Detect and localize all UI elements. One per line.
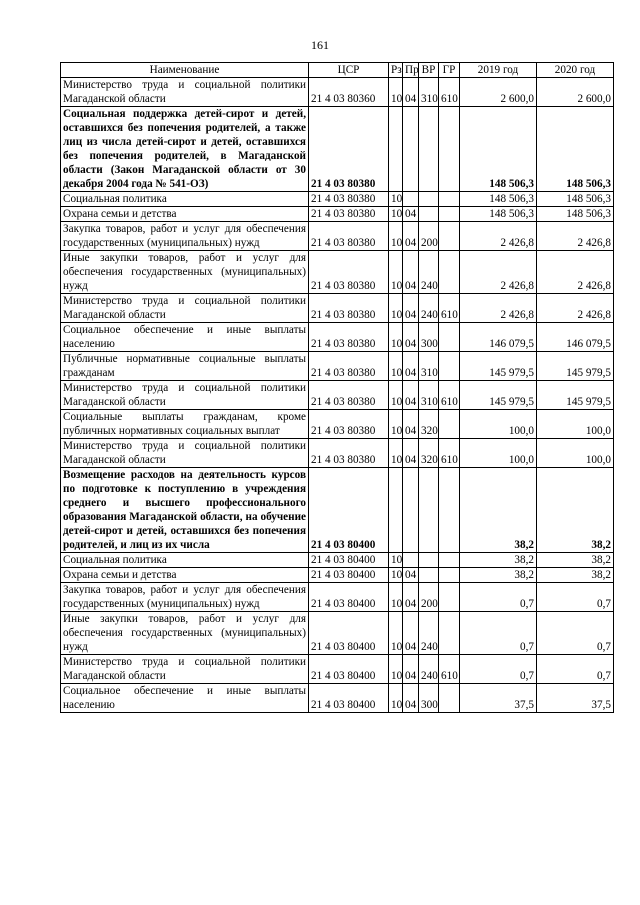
amount-2020-cell: 148 506,3 bbox=[537, 107, 614, 192]
header-2019: 2019 год bbox=[460, 63, 537, 78]
gr-cell: 610 bbox=[439, 439, 460, 468]
csr-cell: 21 4 03 80380 bbox=[309, 323, 389, 352]
name-cell: Социальная поддержка детей-сирот и детей, оставшихся без попечения родителей, а также лиц из числа детей-сирот и детей, оставшихся без попечения родителей, в Магаданской области (Закон Магаданской области от 30 декабря 2004 года № 541-ОЗ) bbox=[61, 107, 309, 192]
csr-cell: 21 4 03 80380 bbox=[309, 192, 389, 207]
amount-2019-cell: 100,0 bbox=[460, 410, 537, 439]
amount-2020-cell: 145 979,5 bbox=[537, 352, 614, 381]
gr-cell bbox=[439, 410, 460, 439]
name-cell: Закупка товаров, работ и услуг для обеспечения государственных (муниципальных) нужд bbox=[61, 583, 309, 612]
rz-cell: 10 bbox=[389, 655, 403, 684]
amount-2020-cell: 148 506,3 bbox=[537, 207, 614, 222]
gr-cell bbox=[439, 583, 460, 612]
table-row bbox=[61, 439, 614, 468]
gr-cell: 610 bbox=[439, 78, 460, 107]
vr-cell bbox=[419, 468, 439, 553]
csr-cell: 21 4 03 80400 bbox=[309, 553, 389, 568]
pr-cell: 04 bbox=[403, 207, 419, 222]
header-vr: ВР bbox=[419, 63, 439, 78]
rz-cell: 10 bbox=[389, 381, 403, 410]
table-row bbox=[61, 684, 614, 713]
table-header-row bbox=[61, 63, 614, 78]
pr-cell: 04 bbox=[403, 655, 419, 684]
vr-cell: 310 bbox=[419, 352, 439, 381]
csr-cell: 21 4 03 80380 bbox=[309, 251, 389, 294]
vr-cell: 240 bbox=[419, 294, 439, 323]
pr-cell: 04 bbox=[403, 78, 419, 107]
csr-cell: 21 4 03 80400 bbox=[309, 583, 389, 612]
name-cell: Иные закупки товаров, работ и услуг для обеспечения государственных (муниципальных) нужд bbox=[61, 612, 309, 655]
amount-2020-cell: 38,2 bbox=[537, 568, 614, 583]
amount-2019-cell: 37,5 bbox=[460, 684, 537, 713]
header-name: Наименование bbox=[61, 63, 309, 78]
header-csr: ЦСР bbox=[309, 63, 389, 78]
amount-2020-cell: 100,0 bbox=[537, 410, 614, 439]
pr-cell: 04 bbox=[403, 251, 419, 294]
pr-cell: 04 bbox=[403, 439, 419, 468]
gr-cell bbox=[439, 352, 460, 381]
pr-cell: 04 bbox=[403, 294, 419, 323]
rz-cell: 10 bbox=[389, 612, 403, 655]
vr-cell: 240 bbox=[419, 251, 439, 294]
rz-cell: 10 bbox=[389, 222, 403, 251]
gr-cell bbox=[439, 222, 460, 251]
table-row bbox=[61, 583, 614, 612]
name-cell: Министерство труда и социальной политики Магаданской области bbox=[61, 655, 309, 684]
csr-cell: 21 4 03 80380 bbox=[309, 294, 389, 323]
table-row bbox=[61, 294, 614, 323]
gr-cell bbox=[439, 612, 460, 655]
name-cell: Иные закупки товаров, работ и услуг для обеспечения государственных (муниципальных) нужд bbox=[61, 251, 309, 294]
header-2020: 2020 год bbox=[537, 63, 614, 78]
rz-cell: 10 bbox=[389, 553, 403, 568]
amount-2020-cell: 38,2 bbox=[537, 468, 614, 553]
amount-2019-cell: 2 600,0 bbox=[460, 78, 537, 107]
table-row bbox=[61, 568, 614, 583]
csr-cell: 21 4 03 80400 bbox=[309, 468, 389, 553]
vr-cell: 300 bbox=[419, 323, 439, 352]
csr-cell: 21 4 03 80380 bbox=[309, 107, 389, 192]
table-row bbox=[61, 410, 614, 439]
budget-table bbox=[60, 62, 614, 713]
amount-2019-cell: 2 426,8 bbox=[460, 222, 537, 251]
gr-cell: 610 bbox=[439, 294, 460, 323]
gr-cell bbox=[439, 251, 460, 294]
gr-cell bbox=[439, 684, 460, 713]
gr-cell bbox=[439, 553, 460, 568]
amount-2019-cell: 100,0 bbox=[460, 439, 537, 468]
pr-cell bbox=[403, 468, 419, 553]
csr-cell: 21 4 03 80400 bbox=[309, 568, 389, 583]
amount-2019-cell: 0,7 bbox=[460, 655, 537, 684]
header-gr: ГР bbox=[439, 63, 460, 78]
rz-cell bbox=[389, 468, 403, 553]
vr-cell bbox=[419, 192, 439, 207]
pr-cell: 04 bbox=[403, 583, 419, 612]
vr-cell: 320 bbox=[419, 410, 439, 439]
amount-2020-cell: 2 600,0 bbox=[537, 78, 614, 107]
amount-2020-cell: 38,2 bbox=[537, 553, 614, 568]
table-row bbox=[61, 192, 614, 207]
header-rz: Рз bbox=[389, 63, 403, 78]
name-cell: Социальные выплаты гражданам, кроме публичных нормативных социальных выплат bbox=[61, 410, 309, 439]
name-cell: Публичные нормативные социальные выплаты гражданам bbox=[61, 352, 309, 381]
amount-2019-cell: 38,2 bbox=[460, 468, 537, 553]
amount-2020-cell: 145 979,5 bbox=[537, 381, 614, 410]
rz-cell: 10 bbox=[389, 78, 403, 107]
vr-cell bbox=[419, 553, 439, 568]
vr-cell bbox=[419, 568, 439, 583]
amount-2019-cell: 146 079,5 bbox=[460, 323, 537, 352]
rz-cell: 10 bbox=[389, 568, 403, 583]
csr-cell: 21 4 03 80380 bbox=[309, 352, 389, 381]
amount-2019-cell: 38,2 bbox=[460, 568, 537, 583]
gr-cell bbox=[439, 107, 460, 192]
name-cell: Социальное обеспечение и иные выплаты населению bbox=[61, 323, 309, 352]
rz-cell: 10 bbox=[389, 192, 403, 207]
vr-cell bbox=[419, 107, 439, 192]
pr-cell: 04 bbox=[403, 222, 419, 251]
csr-cell: 21 4 03 80380 bbox=[309, 410, 389, 439]
amount-2020-cell: 0,7 bbox=[537, 583, 614, 612]
pr-cell: 04 bbox=[403, 612, 419, 655]
rz-cell: 10 bbox=[389, 352, 403, 381]
vr-cell: 310 bbox=[419, 78, 439, 107]
pr-cell: 04 bbox=[403, 381, 419, 410]
name-cell: Министерство труда и социальной политики Магаданской области bbox=[61, 78, 309, 107]
amount-2019-cell: 38,2 bbox=[460, 553, 537, 568]
amount-2019-cell: 0,7 bbox=[460, 612, 537, 655]
csr-cell: 21 4 03 80400 bbox=[309, 612, 389, 655]
amount-2020-cell: 146 079,5 bbox=[537, 323, 614, 352]
name-cell: Социальное обеспечение и иные выплаты населению bbox=[61, 684, 309, 713]
amount-2020-cell: 100,0 bbox=[537, 439, 614, 468]
page-number: 161 bbox=[311, 38, 329, 52]
amount-2020-cell: 37,5 bbox=[537, 684, 614, 713]
pr-cell: 04 bbox=[403, 684, 419, 713]
csr-cell: 21 4 03 80400 bbox=[309, 684, 389, 713]
pr-cell: 04 bbox=[403, 352, 419, 381]
table-row bbox=[61, 107, 614, 192]
amount-2019-cell: 148 506,3 bbox=[460, 107, 537, 192]
amount-2020-cell: 2 426,8 bbox=[537, 222, 614, 251]
csr-cell: 21 4 03 80360 bbox=[309, 78, 389, 107]
csr-cell: 21 4 03 80380 bbox=[309, 381, 389, 410]
vr-cell: 320 bbox=[419, 439, 439, 468]
name-cell: Охрана семьи и детства bbox=[61, 207, 309, 222]
rz-cell: 10 bbox=[389, 323, 403, 352]
table-row bbox=[61, 381, 614, 410]
amount-2019-cell: 148 506,3 bbox=[460, 192, 537, 207]
pr-cell: 04 bbox=[403, 323, 419, 352]
gr-cell bbox=[439, 568, 460, 583]
table-row bbox=[61, 468, 614, 553]
vr-cell: 240 bbox=[419, 655, 439, 684]
table-row bbox=[61, 655, 614, 684]
amount-2019-cell: 0,7 bbox=[460, 583, 537, 612]
pr-cell bbox=[403, 107, 419, 192]
gr-cell bbox=[439, 323, 460, 352]
vr-cell: 200 bbox=[419, 222, 439, 251]
name-cell: Охрана семьи и детства bbox=[61, 568, 309, 583]
amount-2020-cell: 148 506,3 bbox=[537, 192, 614, 207]
name-cell: Возмещение расходов на деятельность курсов по подготовке к поступлению в учреждения среднего и высшего профессионального образования Магаданской области, на обучение детей-сирот и детей, оставшихся без попечения родителей, и лиц из их числа bbox=[61, 468, 309, 553]
pr-cell: 04 bbox=[403, 568, 419, 583]
csr-cell: 21 4 03 80380 bbox=[309, 439, 389, 468]
rz-cell: 10 bbox=[389, 439, 403, 468]
table-row bbox=[61, 352, 614, 381]
gr-cell: 610 bbox=[439, 381, 460, 410]
amount-2019-cell: 2 426,8 bbox=[460, 251, 537, 294]
table-row bbox=[61, 78, 614, 107]
gr-cell bbox=[439, 207, 460, 222]
table-body bbox=[61, 78, 614, 713]
header-pr: Пр bbox=[403, 63, 419, 78]
vr-cell: 310 bbox=[419, 381, 439, 410]
table-row bbox=[61, 612, 614, 655]
vr-cell bbox=[419, 207, 439, 222]
amount-2020-cell: 2 426,8 bbox=[537, 251, 614, 294]
name-cell: Министерство труда и социальной политики Магаданской области bbox=[61, 294, 309, 323]
amount-2019-cell: 145 979,5 bbox=[460, 352, 537, 381]
vr-cell: 300 bbox=[419, 684, 439, 713]
amount-2019-cell: 2 426,8 bbox=[460, 294, 537, 323]
gr-cell bbox=[439, 468, 460, 553]
table-row bbox=[61, 251, 614, 294]
csr-cell: 21 4 03 80400 bbox=[309, 655, 389, 684]
name-cell: Закупка товаров, работ и услуг для обеспечения государственных (муниципальных) нужд bbox=[61, 222, 309, 251]
name-cell: Социальная политика bbox=[61, 553, 309, 568]
rz-cell: 10 bbox=[389, 251, 403, 294]
name-cell: Министерство труда и социальной политики Магаданской области bbox=[61, 381, 309, 410]
gr-cell: 610 bbox=[439, 655, 460, 684]
amount-2019-cell: 148 506,3 bbox=[460, 207, 537, 222]
gr-cell bbox=[439, 192, 460, 207]
table-row bbox=[61, 323, 614, 352]
amount-2020-cell: 0,7 bbox=[537, 655, 614, 684]
name-cell: Министерство труда и социальной политики Магаданской области bbox=[61, 439, 309, 468]
vr-cell: 240 bbox=[419, 612, 439, 655]
table-row bbox=[61, 553, 614, 568]
table-row bbox=[61, 222, 614, 251]
amount-2019-cell: 145 979,5 bbox=[460, 381, 537, 410]
rz-cell: 10 bbox=[389, 207, 403, 222]
vr-cell: 200 bbox=[419, 583, 439, 612]
pr-cell bbox=[403, 192, 419, 207]
amount-2020-cell: 2 426,8 bbox=[537, 294, 614, 323]
rz-cell bbox=[389, 107, 403, 192]
pr-cell: 04 bbox=[403, 410, 419, 439]
pr-cell bbox=[403, 553, 419, 568]
amount-2020-cell: 0,7 bbox=[537, 612, 614, 655]
csr-cell: 21 4 03 80380 bbox=[309, 222, 389, 251]
table-row bbox=[61, 207, 614, 222]
rz-cell: 10 bbox=[389, 294, 403, 323]
rz-cell: 10 bbox=[389, 583, 403, 612]
rz-cell: 10 bbox=[389, 410, 403, 439]
csr-cell: 21 4 03 80380 bbox=[309, 207, 389, 222]
name-cell: Социальная политика bbox=[61, 192, 309, 207]
rz-cell: 10 bbox=[389, 684, 403, 713]
